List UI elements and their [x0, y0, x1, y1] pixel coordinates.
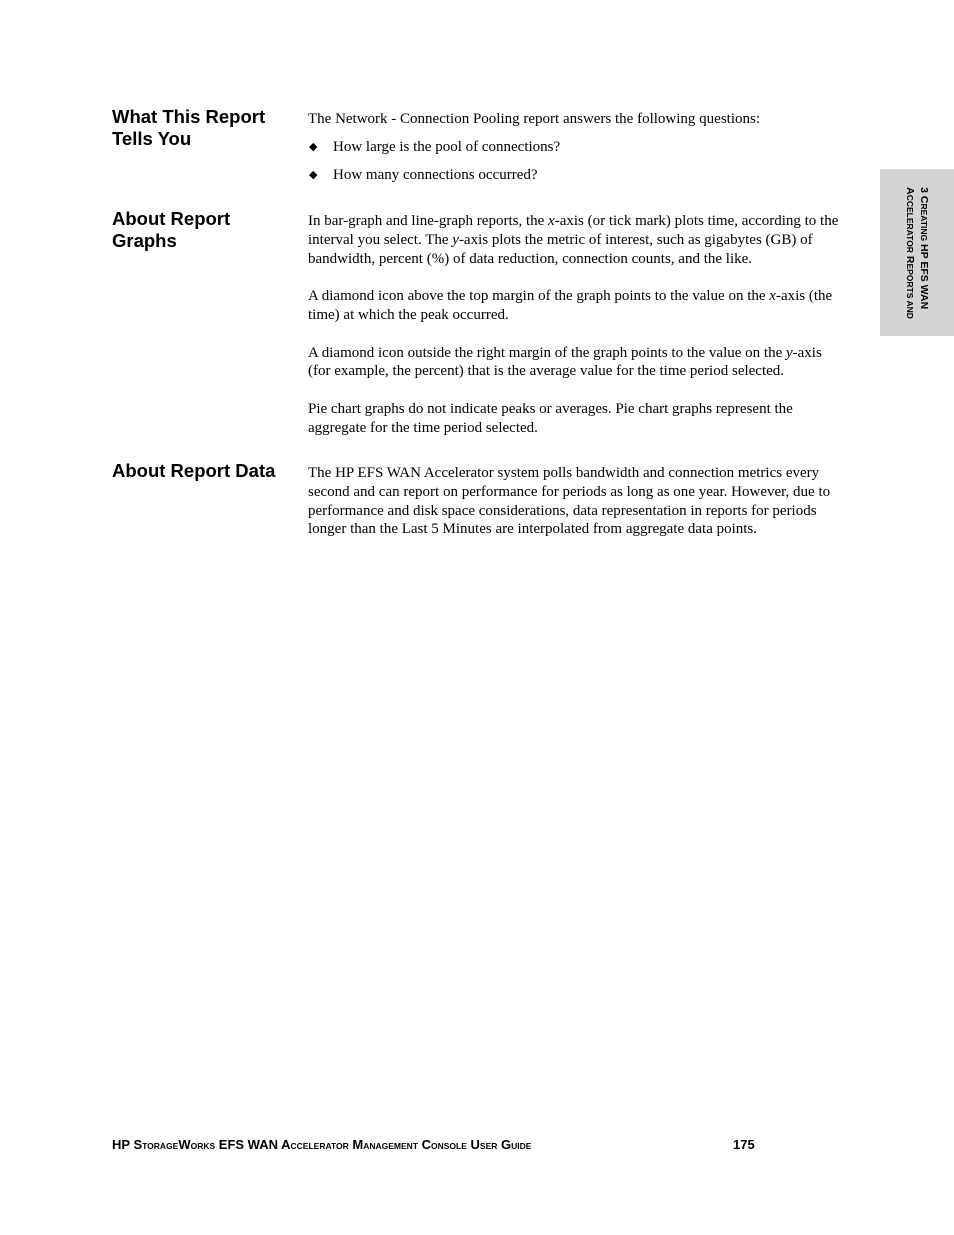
paragraph-average-diamond: A diamond icon outside the right margin of the graph points to the value on the y-axis (for example, the percent) that is the average value for the time period selected.	[308, 344, 822, 380]
paragraph-axes: In bar-graph and line-graph reports, the x-axis (or tick mark) plots time, according to the interval you select. The y-axis plots the metric of interest, such as gigabytes (GB) of bandwidth, percent (%) of data reduction, connection counts, and the like.	[308, 213, 839, 267]
section-body	[308, 110, 840, 194]
list-item	[308, 138, 840, 157]
section-heading: About Report Graphs	[112, 208, 231, 251]
section-body	[308, 464, 840, 539]
page-number: 175	[733, 1137, 755, 1152]
chapter-side-tab	[880, 169, 954, 336]
intro-paragraph: The Network - Connection Pooling report answers the following questions:	[308, 111, 761, 127]
list-item	[308, 166, 840, 185]
chapter-tab-label: 3 CREATING HP EFS WAN ACCELERATOR REPORTS AND	[904, 186, 930, 319]
diamond-bullet-icon: ◆	[309, 139, 318, 153]
question-list	[308, 138, 840, 185]
list-item-text: How large is the pool of connections?	[333, 138, 561, 155]
section-heading: About Report Data	[112, 460, 276, 481]
running-footer-title: HP STORAGEWORKS EFS WAN ACCELERATOR MANAGEMENT CONSOLE USER GUIDE	[112, 1137, 532, 1152]
section-body	[308, 212, 840, 438]
diamond-bullet-icon: ◆	[309, 167, 318, 181]
section-heading: What This Report Tells You	[112, 106, 266, 149]
list-item-text: How many connections occurred?	[333, 166, 538, 183]
paragraph-peak-diamond: A diamond icon above the top margin of the graph points to the value on the x-axis (the time) at which the peak occurred.	[308, 288, 833, 323]
paragraph-pie-chart: Pie chart graphs do not indicate peaks or averages. Pie chart graphs represent the aggregate for the time period selected.	[308, 400, 793, 436]
paragraph-report-data: The HP EFS WAN Accelerator system polls bandwidth and connection metrics every second and can report on performance for periods as long as one year. However, due to performance and disk space considerations, data representation in reports for periods longer than the Last 5 Minutes are interpolated from aggregate data points.	[308, 465, 831, 538]
